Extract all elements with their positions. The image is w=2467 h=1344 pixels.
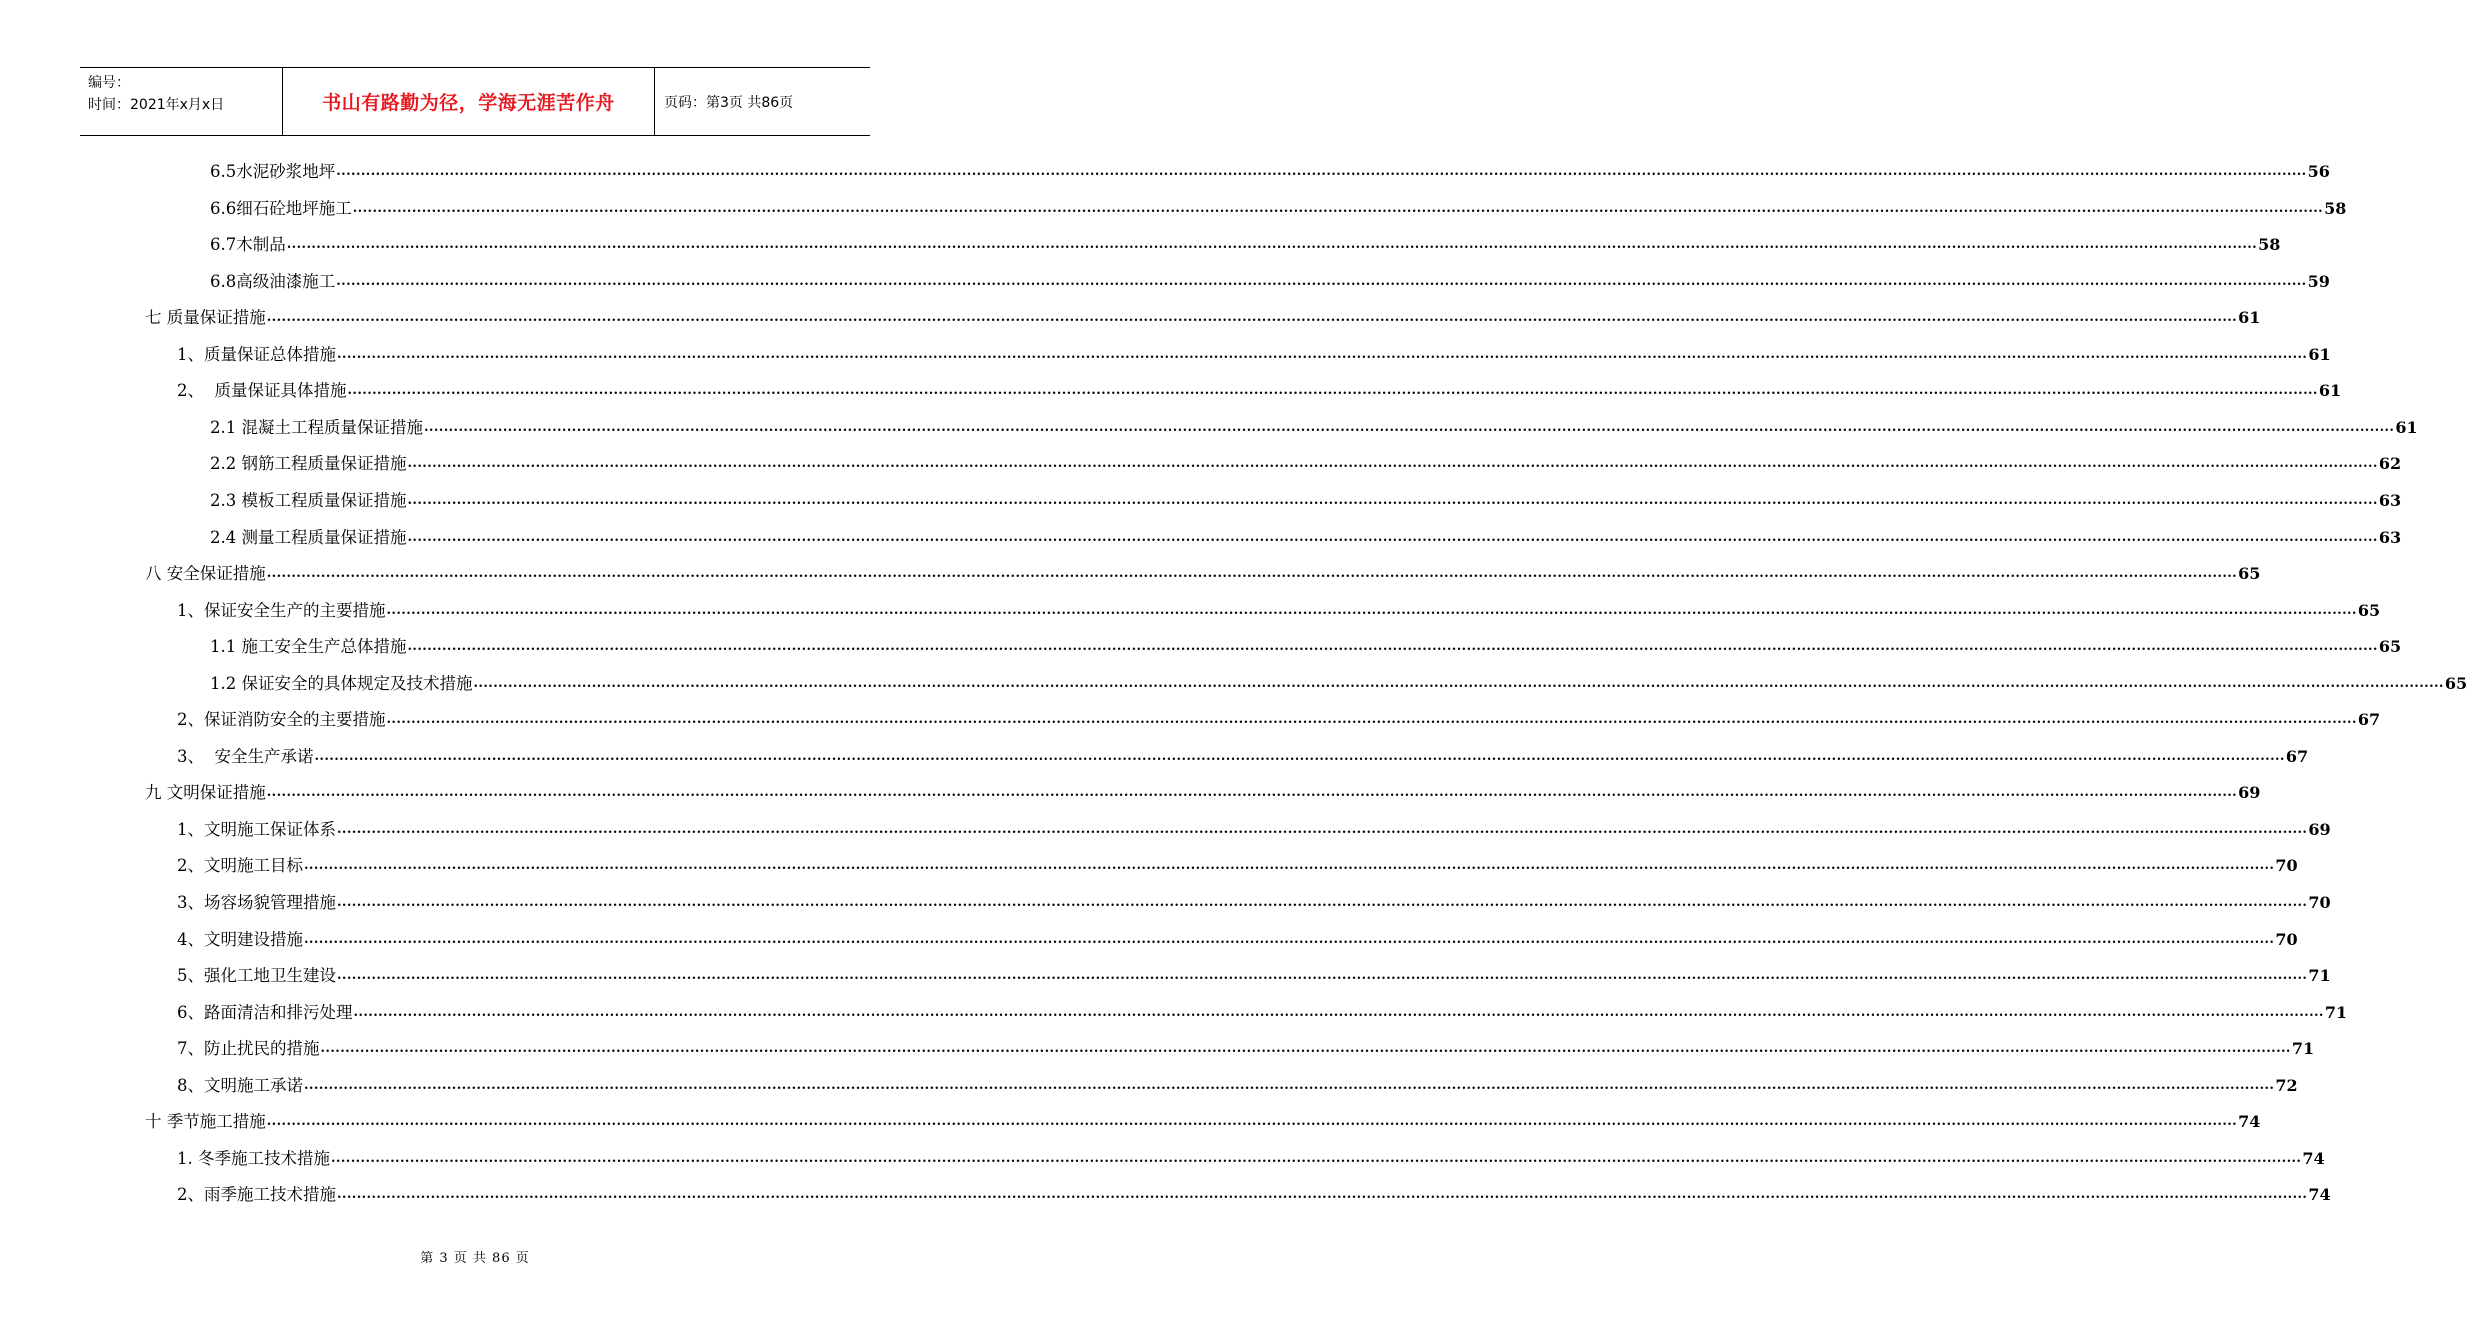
toc-entry[interactable] (177, 1146, 2325, 1170)
toc-entry-page: 59 (2307, 272, 2330, 291)
toc-entry-page: 74 (2302, 1149, 2325, 1168)
toc-entry[interactable] (177, 378, 2342, 402)
toc-entry-label: 1.2 保证安全的具体规定及技术措施 (210, 674, 473, 693)
toc-dot-leader: ................................................................................................................................................................................................................................................................................................................................................................................................................ (337, 1187, 2308, 1202)
toc-entry[interactable] (145, 561, 2261, 585)
toc-entry-label: 2、保证消防安全的主要措施 (177, 710, 386, 729)
toc-entry-page: 63 (2378, 528, 2402, 547)
toc-dot-leader: ................................................................................................................................................................................................................................................................................................................................................................................................................ (337, 895, 2308, 910)
toc-entry-label: 6.7木制品 (210, 235, 286, 254)
toc-entry[interactable] (177, 342, 2331, 366)
toc-entry[interactable] (210, 488, 2402, 512)
page-footer: 第 3 页 共 86 页 (420, 1251, 530, 1266)
toc-entry-label: 5、强化工地卫生建设 (177, 966, 336, 985)
header-code-label: 编号： (88, 75, 130, 91)
toc-dot-leader: ................................................................................................................................................................................................................................................................................................................................................................................................................ (337, 822, 2308, 837)
toc-entry[interactable] (210, 269, 2330, 293)
toc-entry-label: 6.6细石砼地坪施工 (210, 199, 352, 218)
toc-entry-label: 七 质量保证措施 (145, 308, 266, 327)
toc-dot-leader: ................................................................................................................................................................................................................................................................................................................................................................................................................ (336, 164, 2307, 179)
toc-entry-label: 1、保证安全生产的主要措施 (177, 601, 386, 620)
toc-dot-leader: ................................................................................................................................................................................................................................................................................................................................................................................................................ (266, 566, 2238, 581)
toc-entry[interactable] (177, 744, 2309, 768)
toc-entry-page: 71 (2324, 1003, 2348, 1022)
toc-dot-leader: ................................................................................................................................................................................................................................................................................................................................................................................................................ (424, 420, 2395, 435)
toc-entry-label: 3、场容场貌管理措施 (177, 893, 336, 912)
header-meta (80, 68, 282, 135)
toc-entry-page: 61 (2318, 381, 2342, 400)
toc-entry[interactable] (145, 1109, 2261, 1133)
toc-entry-page: 65 (2238, 564, 2261, 583)
toc-entry[interactable] (177, 853, 2298, 877)
toc-entry-page: 71 (2291, 1039, 2315, 1058)
toc-entry[interactable] (177, 598, 2381, 622)
toc-entry-label: 6、路面清洁和排污处理 (177, 1003, 353, 1022)
toc-dot-leader: ................................................................................................................................................................................................................................................................................................................................................................................................................ (353, 1005, 2324, 1020)
toc-entry[interactable] (210, 451, 2402, 475)
toc-entry-page: 69 (2238, 783, 2261, 802)
toc-entry[interactable] (177, 927, 2298, 951)
toc-dot-leader: ................................................................................................................................................................................................................................................................................................................................................................................................................ (266, 1114, 2238, 1129)
toc-entry-label: 6.8高级油漆施工 (210, 272, 336, 291)
toc-dot-leader: ................................................................................................................................................................................................................................................................................................................................................................................................................ (336, 274, 2307, 289)
toc-entry-page: 70 (2308, 893, 2331, 912)
header-page-info: 页码：第3页 共86页 (664, 94, 794, 111)
toc-entry-label: 2.2 钢筋工程质量保证措施 (210, 454, 407, 473)
toc-entry[interactable] (177, 1182, 2331, 1206)
toc-entry-label: 1、文明施工保证体系 (177, 820, 336, 839)
toc-entry[interactable] (210, 634, 2402, 658)
header-motto: 书山有路勤为径，学海无涯苦作舟 (322, 92, 615, 114)
toc-entry-page: 72 (2275, 1076, 2298, 1095)
toc-dot-leader: ................................................................................................................................................................................................................................................................................................................................................................................................................ (407, 530, 2378, 545)
toc-dot-leader: ................................................................................................................................................................................................................................................................................................................................................................................................................ (337, 347, 2308, 362)
toc-entry-label: 6.5水泥砂浆地坪 (210, 162, 336, 181)
toc-entry-page: 61 (2308, 345, 2331, 364)
toc-entry-page: 69 (2308, 820, 2331, 839)
toc-entry[interactable] (177, 1073, 2298, 1097)
toc-entry-page: 71 (2308, 966, 2331, 985)
toc-entry[interactable] (177, 817, 2331, 841)
toc-dot-leader: ................................................................................................................................................................................................................................................................................................................................................................................................................ (407, 456, 2378, 471)
toc-dot-leader: ................................................................................................................................................................................................................................................................................................................................................................................................................ (473, 676, 2444, 691)
toc-dot-leader: ................................................................................................................................................................................................................................................................................................................................................................................................................ (304, 932, 2275, 947)
toc-entry-label: 8、文明施工承诺 (177, 1076, 303, 1095)
toc-entry-page: 56 (2307, 162, 2330, 181)
toc-dot-leader: ................................................................................................................................................................................................................................................................................................................................................................................................................ (386, 603, 2357, 618)
toc-entry-label: 4、文明建设措施 (177, 930, 303, 949)
toc-dot-leader: ................................................................................................................................................................................................................................................................................................................................................................................................................ (347, 383, 2318, 398)
toc-entry-label: 2.1 混凝土工程质量保证措施 (210, 418, 423, 437)
toc-entry[interactable] (210, 415, 2418, 439)
toc-entry-page: 74 (2308, 1185, 2331, 1204)
toc-entry-label: 九 文明保证措施 (145, 783, 266, 802)
toc-entry-label: 1.1 施工安全生产总体措施 (210, 637, 407, 656)
toc-dot-leader: ................................................................................................................................................................................................................................................................................................................................................................................................................ (266, 785, 2238, 800)
toc-entry[interactable] (210, 671, 2467, 695)
toc-dot-leader: ................................................................................................................................................................................................................................................................................................................................................................................................................ (286, 237, 2258, 252)
toc-dot-leader: ................................................................................................................................................................................................................................................................................................................................................................................................................ (266, 310, 2238, 325)
toc-entry-page: 67 (2357, 710, 2381, 729)
toc-entry[interactable] (145, 780, 2261, 804)
toc-entry-page: 61 (2395, 418, 2418, 437)
toc-entry[interactable] (177, 1036, 2315, 1060)
toc-entry-label: 2、文明施工目标 (177, 856, 303, 875)
toc-entry-page: 65 (2357, 601, 2381, 620)
toc-entry[interactable] (145, 305, 2261, 329)
toc-dot-leader: ................................................................................................................................................................................................................................................................................................................................................................................................................ (407, 493, 2378, 508)
toc-dot-leader: ................................................................................................................................................................................................................................................................................................................................................................................................................ (352, 201, 2324, 216)
toc-entry[interactable] (177, 707, 2381, 731)
toc-entry-label: 2.3 模板工程质量保证措施 (210, 491, 407, 510)
toc-entry-page: 70 (2275, 930, 2298, 949)
toc-dot-leader: ................................................................................................................................................................................................................................................................................................................................................................................................................ (304, 1078, 2275, 1093)
toc-entry-page: 58 (2258, 235, 2281, 254)
toc-entry-label: 1. 冬季施工技术措施 (177, 1149, 330, 1168)
toc-entry-page: 61 (2238, 308, 2261, 327)
toc-entry-page: 63 (2378, 491, 2402, 510)
toc-entry[interactable] (177, 890, 2331, 914)
toc-entry-page: 67 (2285, 747, 2309, 766)
toc-entry-label: 7、防止扰民的措施 (177, 1039, 320, 1058)
toc-entry-page: 58 (2324, 199, 2347, 218)
toc-entry[interactable] (210, 196, 2347, 220)
toc-dot-leader: ................................................................................................................................................................................................................................................................................................................................................................................................................ (386, 712, 2357, 727)
toc-dot-leader: ................................................................................................................................................................................................................................................................................................................................................................................................................ (337, 968, 2308, 983)
toc-entry[interactable] (210, 232, 2281, 256)
toc-dot-leader: ................................................................................................................................................................................................................................................................................................................................................................................................................ (314, 749, 2285, 764)
header-page-info-cell (655, 68, 870, 135)
toc-entry-label: 2、 质量保证具体措施 (177, 381, 347, 400)
toc-entry[interactable] (210, 159, 2330, 183)
toc-entry-label: 2、雨季施工技术措施 (177, 1185, 336, 1204)
toc-dot-leader: ................................................................................................................................................................................................................................................................................................................................................................................................................ (320, 1041, 2291, 1056)
toc-entry-label: 1、质量保证总体措施 (177, 345, 336, 364)
toc-dot-leader: ................................................................................................................................................................................................................................................................................................................................................................................................................ (304, 858, 2275, 873)
toc-entry[interactable] (210, 525, 2402, 549)
toc-entry-label: 八 安全保证措施 (145, 564, 266, 583)
toc-entry[interactable] (177, 963, 2331, 987)
toc-entry-page: 74 (2238, 1112, 2261, 1131)
header-time-label: 时间：2021年x月x日 (88, 97, 225, 113)
toc-entry-page: 65 (2444, 674, 2467, 693)
toc-entry-label: 2.4 测量工程质量保证措施 (210, 528, 407, 547)
header-motto-cell (282, 68, 655, 135)
toc-entry-page: 70 (2275, 856, 2298, 875)
toc-entry-page: 65 (2378, 637, 2402, 656)
toc-dot-leader: ................................................................................................................................................................................................................................................................................................................................................................................................................ (407, 639, 2378, 654)
toc-entry[interactable] (177, 1000, 2348, 1024)
toc-entry-label: 十 季节施工措施 (145, 1112, 266, 1131)
toc-dot-leader: ................................................................................................................................................................................................................................................................................................................................................................................................................ (331, 1151, 2302, 1166)
page-header (80, 67, 870, 136)
toc-entry-page: 62 (2378, 454, 2402, 473)
toc-entry-label: 3、 安全生产承诺 (177, 747, 314, 766)
